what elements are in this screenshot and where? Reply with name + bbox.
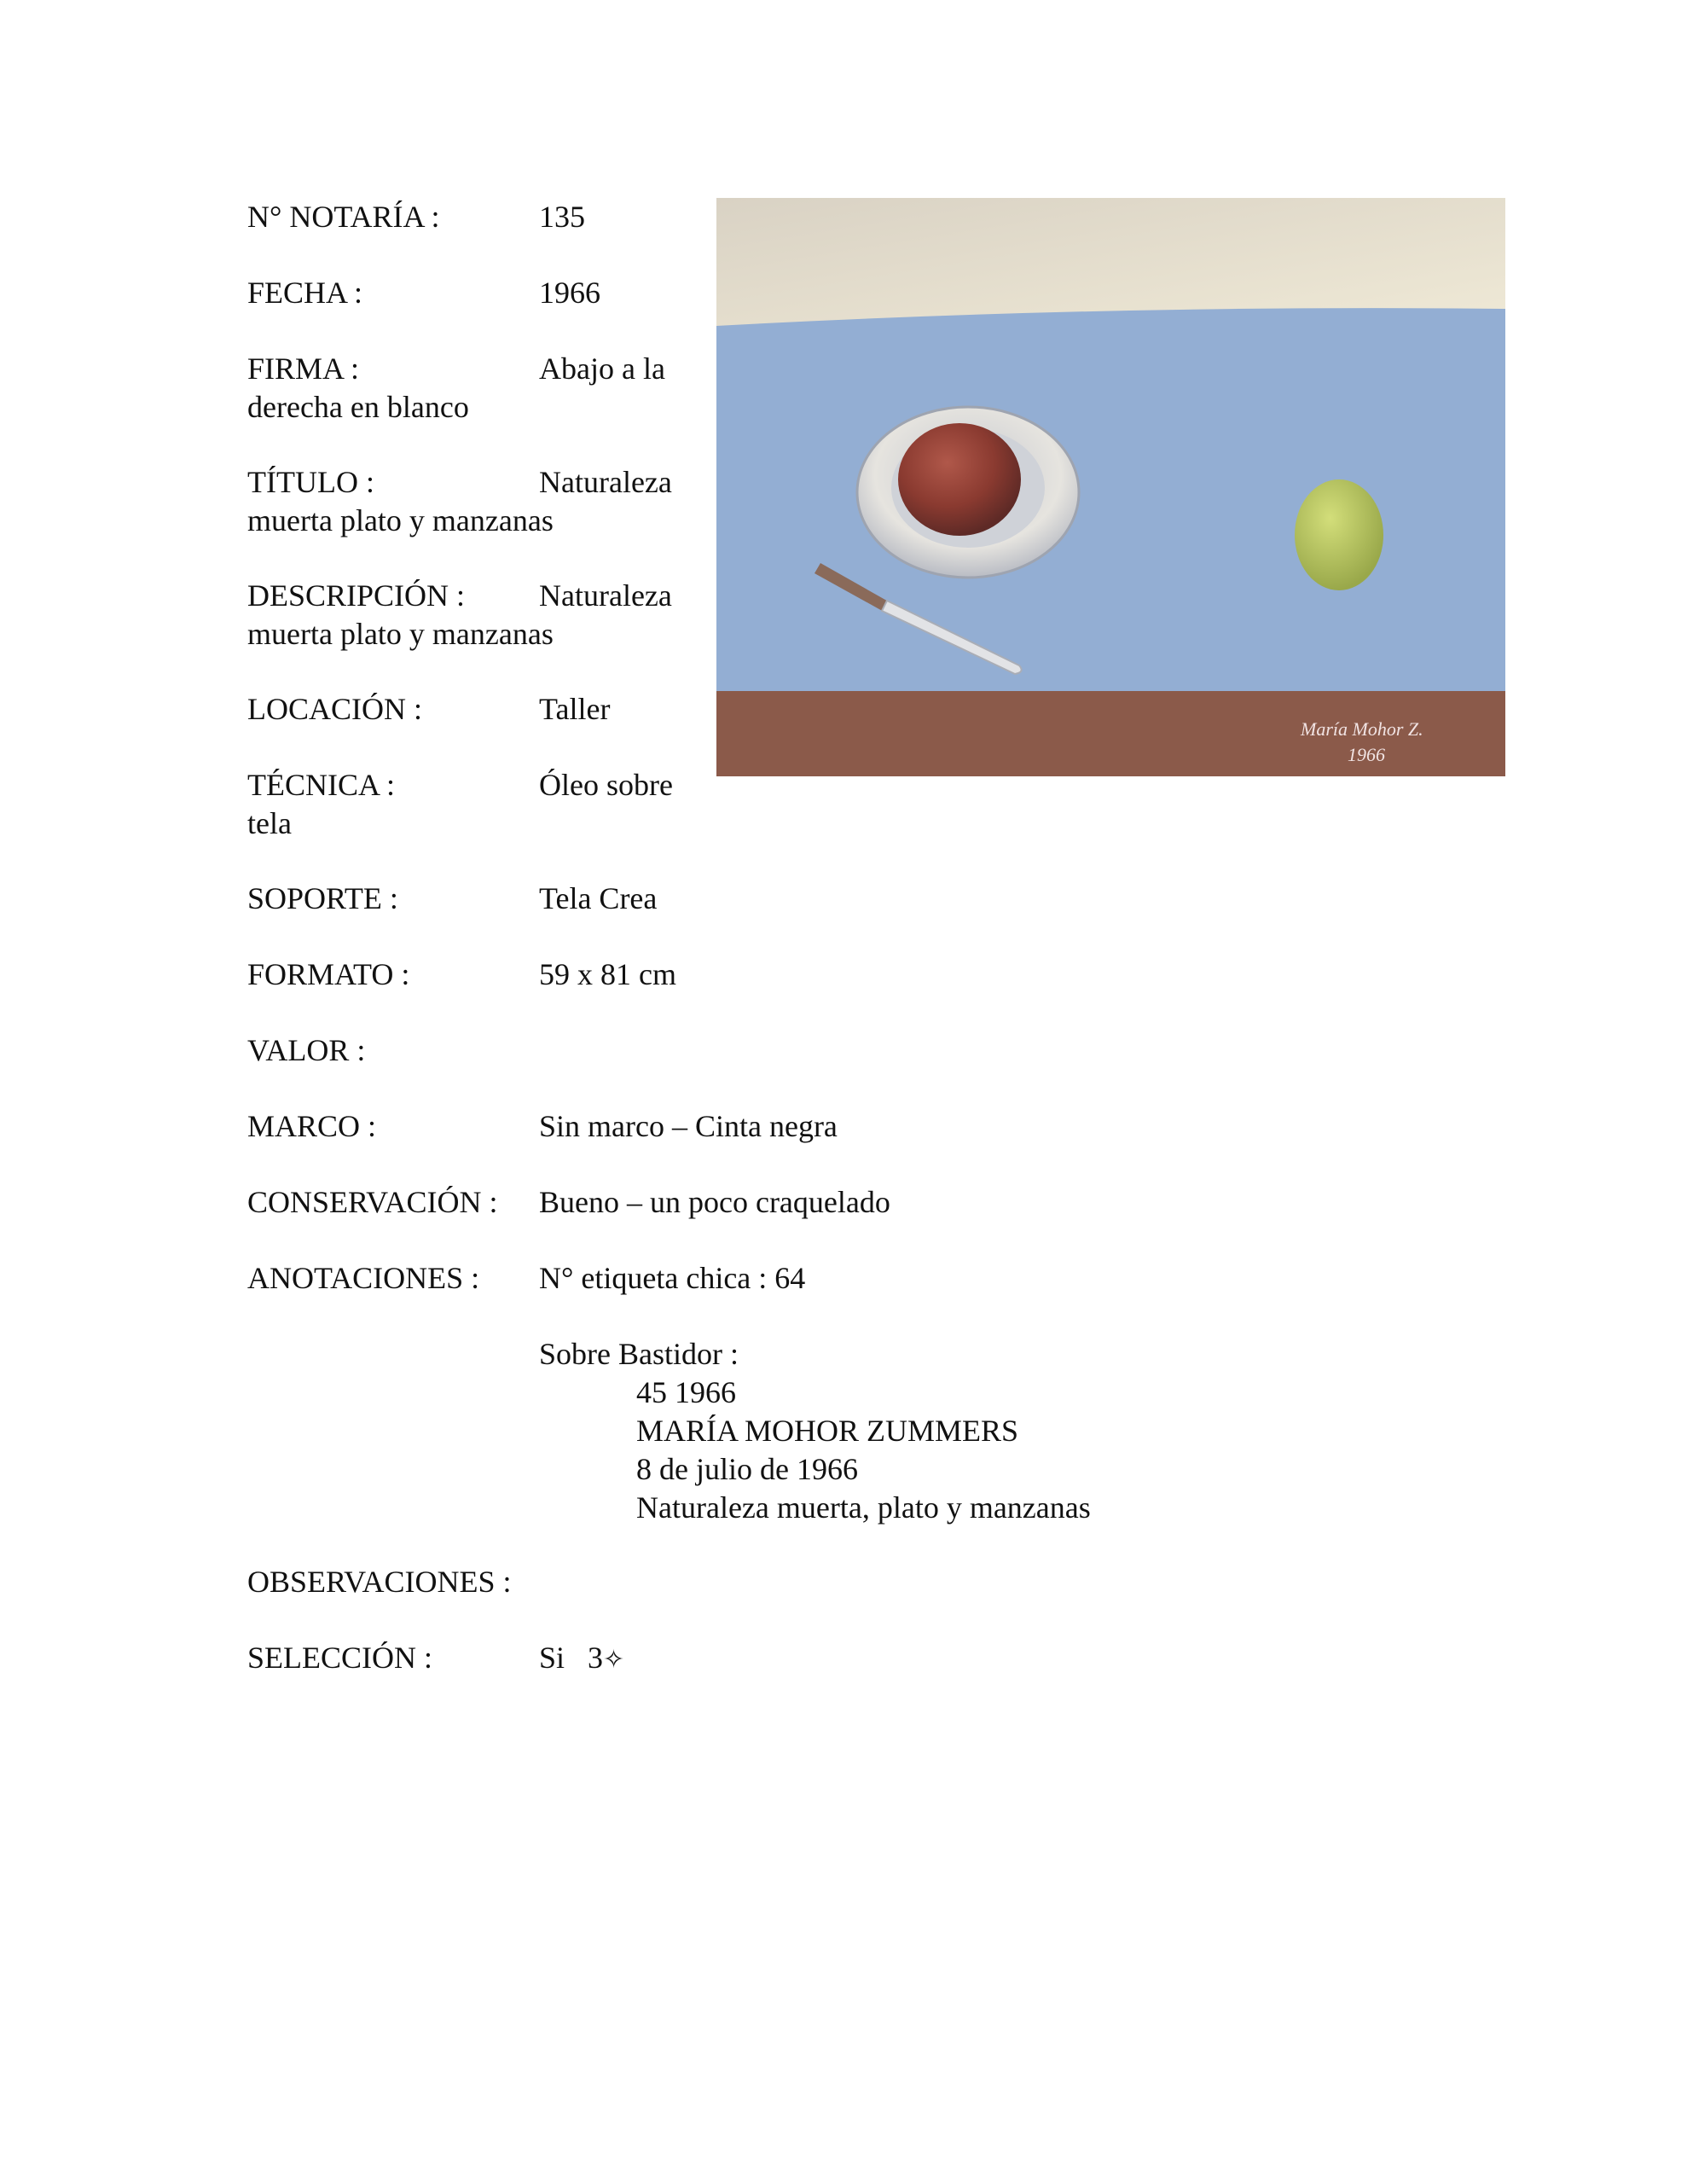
field-seleccion	[247, 1639, 1271, 1679]
bastidor-notes	[539, 1335, 1091, 1527]
valor-label: VALOR :	[247, 1033, 366, 1067]
field-notaria	[247, 198, 691, 236]
field-formato	[247, 956, 691, 994]
painting-table	[716, 308, 1505, 693]
field-anotaciones	[247, 1259, 1271, 1298]
soporte-value: Tela Crea	[539, 881, 658, 915]
bastidor-line: 45 1966	[636, 1375, 736, 1409]
bastidor-line: 8 de julio de 1966	[636, 1452, 858, 1486]
field-locacion	[247, 690, 691, 729]
fecha-label: FECHA :	[247, 276, 363, 310]
descripcion-value-line2: muerta plato y manzanas	[247, 617, 554, 651]
bastidor-heading: Sobre Bastidor :	[539, 1337, 739, 1371]
seleccion-value: Si 3	[539, 1641, 604, 1675]
field-fecha	[247, 274, 691, 312]
field-marco	[247, 1107, 1271, 1146]
tecnica-value-line1: Óleo sobre	[539, 768, 673, 802]
titulo-label: TÍTULO :	[247, 465, 374, 499]
conservacion-value: Bueno – un poco craquelado	[539, 1185, 890, 1219]
painting-wall	[716, 198, 1505, 326]
notaria-label: N° NOTARÍA :	[247, 200, 440, 234]
sparkle-star-icon: ✧	[603, 1646, 625, 1674]
locacion-value: Taller	[539, 692, 611, 726]
tecnica-value-line2: tela	[247, 806, 292, 840]
bastidor-line: Naturaleza muerta, plato y manzanas	[636, 1490, 1091, 1525]
painting-year: 1966	[1348, 744, 1385, 765]
marco-label: MARCO :	[247, 1109, 377, 1143]
field-conservacion	[247, 1183, 1271, 1222]
anotaciones-label: ANOTACIONES :	[247, 1261, 480, 1295]
fecha-value: 1966	[539, 276, 600, 310]
painting-image	[716, 198, 1505, 776]
field-soporte	[247, 880, 691, 918]
field-observaciones	[247, 1563, 1271, 1601]
red-apple	[898, 423, 1021, 536]
conservacion-label: CONSERVACIÓN :	[247, 1185, 498, 1219]
notaria-value: 135	[539, 200, 585, 234]
firma-value-line1: Abajo a la	[539, 351, 665, 386]
green-apple	[1295, 479, 1383, 590]
titulo-value-line1: Naturaleza	[539, 465, 672, 499]
field-descripcion	[247, 577, 691, 653]
tecnica-label: TÉCNICA :	[247, 768, 396, 802]
seleccion-label: SELECCIÓN :	[247, 1641, 433, 1675]
anotaciones-value: N° etiqueta chica : 64	[539, 1261, 806, 1295]
descripcion-label: DESCRIPCIÓN :	[247, 578, 466, 613]
descripcion-value-line1: Naturaleza	[539, 578, 672, 613]
formato-value: 59 x 81 cm	[539, 957, 676, 991]
field-titulo	[247, 463, 691, 540]
marco-value: Sin marco – Cinta negra	[539, 1109, 838, 1143]
painting-signature: María Mohor Z.	[1301, 718, 1423, 740]
firma-value-line2: derecha en blanco	[247, 390, 469, 424]
firma-label: FIRMA :	[247, 351, 360, 386]
field-valor	[247, 1031, 691, 1070]
soporte-label: SOPORTE :	[247, 881, 398, 915]
field-tecnica	[247, 766, 691, 843]
locacion-label: LOCACIÓN :	[247, 692, 422, 726]
formato-label: FORMATO :	[247, 957, 410, 991]
bastidor-line: MARÍA MOHOR ZUMMERS	[636, 1414, 1019, 1448]
field-firma	[247, 350, 691, 427]
titulo-value-line2: muerta plato y manzanas	[247, 503, 554, 537]
observaciones-label: OBSERVACIONES :	[247, 1565, 512, 1599]
